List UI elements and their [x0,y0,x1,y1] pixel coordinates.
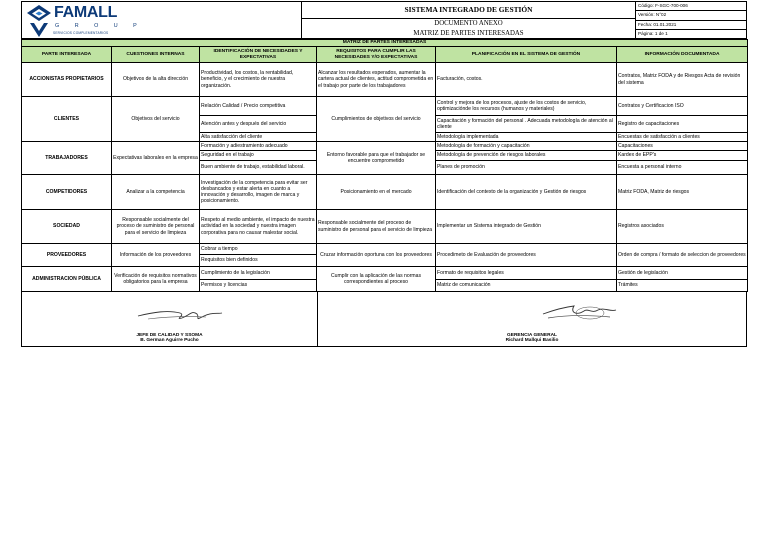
col-header-necesidades: IDENTIFICACIÓN DE NECESIDADES Y EXPECTATIVAS [200,47,317,63]
meta-pagina: Página: 1 de 1 [638,30,668,36]
planificacion-cell: Facturación, costos. [436,63,617,97]
signer-role-left: JEFE DE CALIDAD Y SSOMA [136,332,203,338]
necesidad-cell: Alta satisfacción del cliente [200,133,317,142]
cuestion-cell: Información de los proveedores [112,244,200,267]
signature-section [21,292,747,347]
matrix-title: MATRIZ DE PARTES INTERESADAS [22,40,748,47]
doc-type: DOCUMENTO ANEXO [434,20,503,27]
signature-caption-right [318,333,746,344]
planificacion-cell: Planes de promoción [436,161,617,175]
planificacion-cell: Metodología implementada [436,133,617,142]
necesidad-cell: Investigación de la competencia para evitar ser desbancados y estar alerta en cuanto a innovación y desarrollo, imagen de marca y posicionamiento. [200,175,317,210]
planificacion-cell: Metodología de prevención de riesgos laborales [436,151,617,161]
header-titles [302,2,636,38]
requisito-cell: Responsable socialmente del proceso de suministro de personal para el servicio de limpieza [317,210,436,244]
logo-wordmark: FAMALL [54,4,118,21]
table-row [22,175,748,210]
parte-proveedores: PROVEEDORES [22,244,112,267]
doc-name: MATRIZ DE PARTES INTERESADAS [413,30,524,37]
logo-emblem-icon [26,4,52,38]
necesidad-cell: Respeto al medio ambiente, el impacto de nuestra actividad en la sociedad y nuestra imagen corporativa para no causar malestar social. [200,210,317,244]
necesidad-cell: Permisos y licencias [200,280,317,292]
col-header-parte: PARTE INTERESADA [22,47,112,63]
col-header-planificacion: PLANIFICACIÓN EN EL SISTEMA DE GESTIÓN [436,47,617,63]
requisito-cell: Alcanzar los resultados esperados, aumentar la cartera actual de clientes, actitud comprometida en el trabajo por parte de los trabajadores [317,63,436,97]
handwritten-signature-icon [134,304,224,326]
cuestion-cell: Responsable socialmente del proceso de suministro de personal para el servicio de limpieza [112,210,200,244]
informacion-cell: Encuesta a personal interno [617,161,748,175]
parte-competidores: COMPETIDORES [22,175,112,210]
informacion-cell: Encuestas de satisfacción a clientes [617,133,748,142]
planificacion-cell: Matriz de comunicación [436,280,617,292]
signature-quality-manager [22,292,318,346]
stakeholder-matrix [21,39,748,292]
informacion-cell: Contratos y Certificacion ISO [617,97,748,116]
requisito-cell: Posicionamiento en el mercado [317,175,436,210]
necesidad-cell: Seguridad en el trabajo [200,151,317,161]
logo-group-text: G R O U P [55,23,144,29]
table-row [22,244,748,255]
informacion-cell: Capacitaciones [617,142,748,151]
signer-role-right: GERENCIA GENERAL [507,332,557,338]
signer-name-left: B. German Aguirre Pucho [140,338,199,344]
cuestion-cell: Expectativas laborales en la empresa [112,142,200,175]
cuestion-cell: Analizar a la competencia [112,175,200,210]
logo-tagline: SERVICIOS COMPLEMENTARIOS [53,31,109,35]
table-row [22,97,748,116]
parte-clientes: CLIENTES [22,97,112,142]
col-header-informacion: INFORMACIÓN DOCUMENTADA [617,47,748,63]
requisito-cell: Entorno favorable para que el trabajador se encuentre comprometido [317,142,436,175]
informacion-cell: Trámites [617,280,748,292]
meta-codigo: Código: F-SGC-700-006 [636,2,746,11]
informacion-cell: Contratos, Matriz FODA y de Riesgos Acta de revisión del sistema [617,63,748,97]
planificacion-cell: Capacitación y formación del personal . Adecuada metodología de atención al cliente [436,116,617,133]
parte-trabajadores: TRABAJADORES [22,142,112,175]
planificacion-cell: Metodología de formación y capacitación [436,142,617,151]
necesidad-cell: Cobrar a tiempo [200,244,317,255]
document [21,1,747,347]
planificacion-cell: Implementar un Sistema integrado de Gestión [436,210,617,244]
col-header-cuestiones: CUESTIONES INTERNAS [112,47,200,63]
informacion-cell: Orden de compra / formato de seleccion de proveedores [617,244,748,267]
cuestion-cell: Objetivos de la alta dirección [112,63,200,97]
meta-fecha: Fecha: 01.01.2021 [636,21,746,30]
cuestion-cell: Verificación de requisitos normativos obligatorios para la empresa [112,267,200,292]
planificacion-cell: Control y mejora de los procesos, ajuste de los costos de servicio, optimizaciónde los recursos (humanos y materiales) [436,97,617,116]
signature-general-manager [318,292,746,346]
system-title: SISTEMA INTEGRADO DE GESTIÓN [302,2,635,19]
col-header-requisitos: REQUISITOS PARA CUMPLIR LAS NECESIDADES Y/O EXPECTATIVAS [317,47,436,63]
cuestion-cell: Objetivos del servicio [112,97,200,142]
document-header [21,1,747,39]
necesidad-cell: Formación y adiestramiento adecuado [200,142,317,151]
table-row [22,142,748,151]
necesidad-cell: Buen ambiente de trabajo, estabilidad laboral. [200,161,317,175]
parte-administracion: ADMINISTRACION PÚBLICA [22,267,112,292]
planificacion-cell: Formato de requisitos legales [436,267,617,280]
column-header-row [22,47,748,63]
informacion-cell: Matriz FODA, Matriz de riesgos [617,175,748,210]
parte-sociedad: SOCIEDAD [22,210,112,244]
signature-caption-left [22,333,317,344]
requisito-cell: Cruzar información oportuna con los proveedores [317,244,436,267]
informacion-cell: Registro de capacitaciones [617,116,748,133]
handwritten-signature-icon [540,300,620,324]
meta-version: Versión: N°02 [636,11,746,20]
header-meta [636,2,746,38]
planificacion-cell: Procedimeto de Evaluación de proveedores [436,244,617,267]
requisito-cell: Cumplir con la aplicación de las normas correspondientes al proceso [317,267,436,292]
planificacion-cell: Identificación del contexto de la organización y Gestión de riesgos [436,175,617,210]
informacion-cell: Registros asociados [617,210,748,244]
informacion-cell: Gestión de legislación [617,267,748,280]
table-row [22,267,748,280]
necesidad-cell: Atención antes y después del servicio [200,116,317,133]
company-logo [22,2,302,38]
necesidad-cell: Relación Calidad / Precio competitiva [200,97,317,116]
table-row [22,210,748,244]
necesidad-cell: Cumplimiento de la legislación [200,267,317,280]
matrix-title-row [22,40,748,47]
informacion-cell: Kardex de EPP's [617,151,748,161]
table-row [22,63,748,97]
signer-name-right: Richard Mallqui Basilio [505,338,559,344]
necesidad-cell: Requisitos bien definidos [200,255,317,267]
necesidad-cell: Productividad, los costos, la rentabilidad, beneficio, y el crecimiento de nuestra organización. [200,63,317,97]
parte-accionistas: ACCIONISTAS PROPIETARIOS [22,63,112,97]
requisito-cell: Cumplimientos de objetivos del servicio [317,97,436,142]
